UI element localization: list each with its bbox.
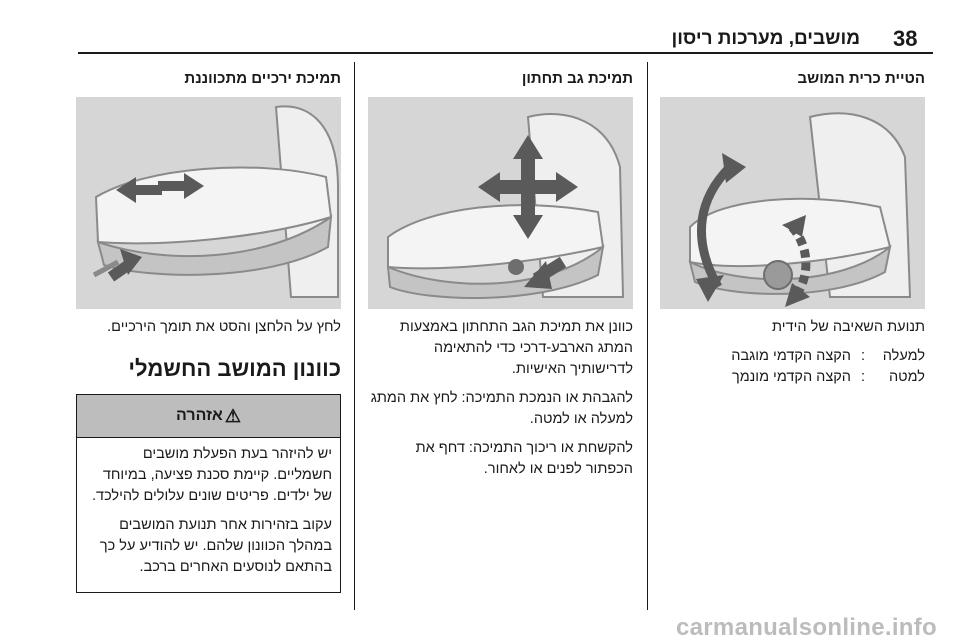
section-title-lumbar: תמיכת גב תחתון xyxy=(521,70,633,87)
section-heading-power-seat: כוונון המושב החשמלי xyxy=(128,356,341,381)
warning-triangle-icon: ⚠ xyxy=(224,405,241,426)
def-desc: הקצה הקדמי מונמך xyxy=(731,369,851,385)
header-rule xyxy=(78,52,933,54)
lumbar-paragraph: להגבהת או הנמכת התמיכה: לחץ את המתג למעלה או למטה. xyxy=(370,390,633,427)
lumbar-paragraph: כוונן את תמיכת הגב התחתון באמצעות המתג הארבע-דרכי כדי להתאימה לדרישותיך האישיות. xyxy=(399,319,633,377)
def-colon: : xyxy=(860,369,865,385)
def-colon: : xyxy=(860,348,865,364)
lumbar-text xyxy=(368,317,633,480)
warning-body xyxy=(77,438,340,592)
warning-box xyxy=(76,394,341,593)
thigh-text xyxy=(76,317,341,338)
column-seat-tilt xyxy=(660,62,925,388)
seat-tilt-text xyxy=(660,317,925,388)
running-title: מושבים, מערכות ריסון xyxy=(671,28,860,49)
column-divider xyxy=(354,62,355,610)
page-number: 38 xyxy=(893,26,918,51)
thigh-support-illustration xyxy=(76,97,341,309)
warning-header xyxy=(77,395,340,438)
lumbar-paragraph: להקשחת או ריכוך התמיכה: דחף את הכפתור לפנים או לאחור. xyxy=(415,440,633,477)
def-term: למעלה xyxy=(882,348,925,364)
warning-paragraph: יש להיזהר בעת הפעלת מושבים חשמליים. קיימת סכנת פציעה, במיוחד של ילדים. פריטים שונים עלולים להילכד. xyxy=(92,446,332,504)
section-title-seat-tilt: הטיית כרית המושב xyxy=(797,70,925,87)
page-header xyxy=(0,0,960,50)
def-row-up xyxy=(660,346,925,367)
seat-tilt-intro: תנועת השאיבה של הידית xyxy=(772,319,925,335)
column-lumbar-support xyxy=(368,62,633,488)
section-title-thigh: תמיכת ירכיים מתכווננת xyxy=(184,70,341,87)
seat-tilt-illustration xyxy=(660,97,925,309)
watermark: carmanualsonline.info xyxy=(676,614,938,641)
lumbar-support-illustration xyxy=(368,97,633,309)
warning-paragraph: עקוב בזהירות אחר תנועת המושבים במהלך הכוונון שלהם. יש להודיע על כך בהתאם לנוסעים האחרים ברכב. xyxy=(99,517,332,575)
column-divider xyxy=(647,62,648,610)
def-desc: הקצה הקדמי מוגבה xyxy=(731,348,851,364)
def-row-down xyxy=(660,367,925,388)
def-term: למטה xyxy=(888,369,925,385)
column-thigh-support xyxy=(76,62,341,593)
thigh-caption: לחץ על הלחצן והסט את תומך הירכיים. xyxy=(107,319,341,335)
warning-label: אזהרה xyxy=(176,407,223,424)
